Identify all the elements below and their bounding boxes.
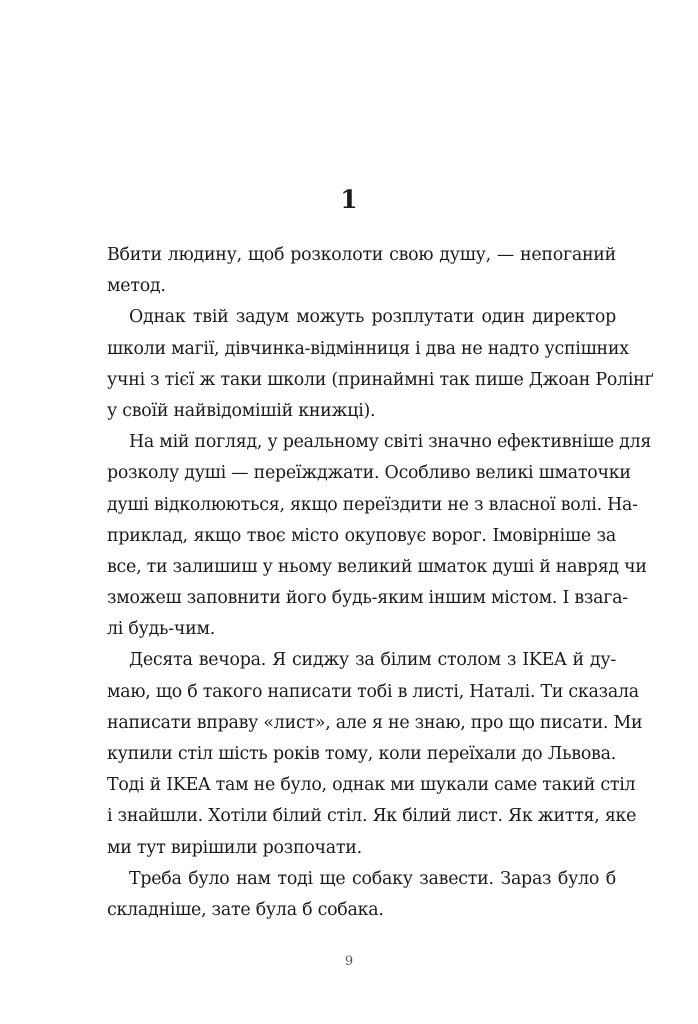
text-line: у своїй найвідомішій книжці). — [107, 400, 376, 421]
text-line: Тоді й IKEA там не було, однак ми шукали саме такий стіл — [107, 775, 636, 796]
paragraph-2 — [107, 302, 654, 427]
text-line: і знайшли. Хотіли білий стіл. Як білий лист. Як життя, яке — [107, 806, 637, 827]
text-line: учні з тієї ж таки школи (принаймні так пише Джоан Ролінґ — [107, 369, 654, 390]
text-line: Однак твій задум можуть розплутати один директор — [129, 307, 616, 328]
text-line: Треба було нам тоді ще собаку завести. Зараз було б — [129, 868, 616, 889]
paragraph-5 — [107, 864, 616, 926]
paragraph-1 — [107, 240, 616, 302]
text-line: купили стіл шість років тому, коли переїхали до Львова. — [107, 744, 616, 764]
text-line: складніше, зате була б собака. — [107, 899, 384, 920]
text-line: лі будь-чим. — [107, 619, 216, 640]
page-number: 9 — [344, 954, 354, 969]
text-line: душі відколюються, якщо переїздити не з власної волі. На- — [107, 494, 638, 515]
text-line: розколу душі — переїжджати. Особливо великі шматочки — [107, 463, 631, 484]
text-line: метод. — [107, 276, 166, 297]
text-line: маю, що б такого написати тобі в листі, Наталі. Ти сказала — [107, 681, 639, 702]
text-line: зможеш заповнити його будь-яким іншим містом. І взага- — [107, 588, 628, 609]
text-line: приклад, якщо твоє місто окуповує ворог. Імовірніше за — [107, 525, 616, 546]
text-line: Вбити людину, щоб розколоти свою душу, — непоганий — [107, 245, 616, 265]
chapter-number: 1 — [340, 185, 358, 214]
paragraph-3 — [107, 427, 652, 645]
paragraph-4 — [107, 645, 643, 863]
text-line: все, ти залишиш у ньому великий шматок душі й навряд чи — [107, 556, 647, 577]
chapter-body — [107, 240, 654, 926]
text-line: ми тут вирішили розпочати. — [107, 837, 362, 858]
text-line: школи магії, дівчинка-відмінниця і два не надто успішних — [107, 338, 629, 359]
text-line: Десята вечора. Я сиджу за білим столом з IKEA й ду- — [129, 650, 616, 671]
text-line: На мій погляд, у реальному світі значно ефективніше для — [129, 432, 652, 453]
text-line: написати вправу «лист», але я не знаю, про що писати. Ми — [107, 712, 643, 733]
